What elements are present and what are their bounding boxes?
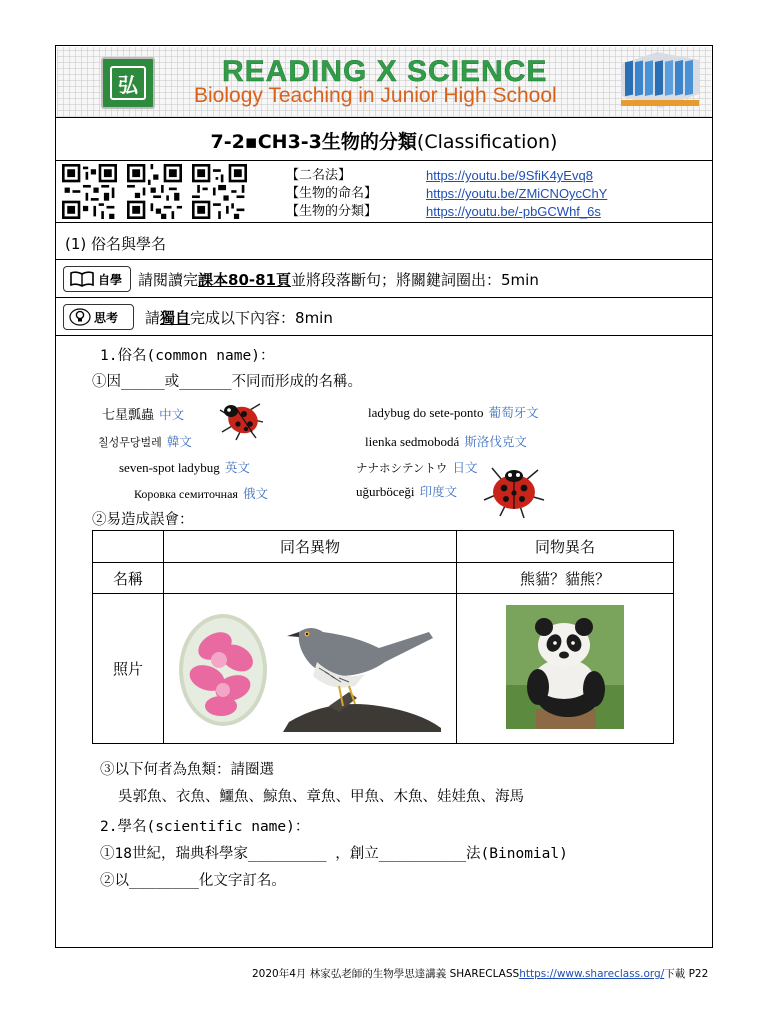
open-book-icon — [69, 271, 95, 287]
name-row — [356, 481, 457, 500]
table-cell-photo-panda — [457, 594, 674, 744]
name-row — [98, 431, 192, 450]
video-link-naming[interactable]: https://youtu.be/ZMiCNOycChY — [426, 186, 608, 201]
video-link-binomial[interactable]: https://youtu.be/9SfiK4yEvq8 — [426, 168, 593, 183]
brand-subtitle: Biology Teaching in Junior High School — [194, 84, 557, 107]
section-heading: (1) 俗名與學名 — [65, 235, 167, 253]
language-label: 日文 — [452, 460, 478, 475]
qr-code-naming[interactable] — [127, 164, 182, 219]
self-study-badge — [63, 266, 131, 292]
azalea-cuckoo-image — [179, 602, 441, 732]
common-name: 七星瓢蟲 — [102, 407, 155, 422]
logo — [101, 57, 155, 109]
footer-page: 下載 P22 — [664, 968, 709, 980]
table-cell-photo-azalea-cuckoo — [164, 594, 457, 744]
common-name: Коровка семиточная — [134, 487, 238, 501]
logo-mark: 弘 — [110, 66, 146, 100]
divider — [55, 335, 713, 336]
think-instruction — [145, 307, 333, 328]
title-latin: (Classification) — [416, 131, 558, 153]
footer-link[interactable]: https://www.shareclass.org/ — [519, 968, 665, 980]
title-main: 7-2▪CH3-3生物的分類 — [210, 131, 417, 153]
common-name: ladybug do sete-ponto — [368, 405, 484, 420]
ladybug-image — [478, 460, 548, 520]
video-label-classification: 【生物的分類】 — [286, 204, 378, 219]
brand-title: READING X SCIENCE — [222, 55, 548, 88]
divider — [55, 117, 713, 118]
qr-code-binomial[interactable] — [62, 164, 117, 219]
q2-item1: ①18世紀，瑞典科學家_________ ，創立__________法(Binomial) — [100, 846, 568, 862]
qr-code-classification[interactable] — [192, 164, 247, 219]
language-label: 斯洛伐克文 — [464, 434, 527, 449]
lightbulb-icon — [69, 308, 91, 326]
self-study-instruction — [138, 269, 539, 290]
divider — [55, 297, 713, 298]
think-badge — [63, 304, 134, 330]
books-icon — [617, 50, 703, 112]
table-row-label-name: 名稱 — [93, 563, 164, 594]
language-label: 俄文 — [243, 486, 269, 501]
common-name: lienka sedmobodá — [365, 434, 460, 449]
q1-item3-prompt: ③以下何者為魚類：請圈選 — [100, 762, 274, 778]
video-link-classification[interactable]: https://youtu.be/-pbGCWhf_6s — [426, 204, 601, 219]
table-cell-panda-names: 熊貓？貓熊？ — [457, 563, 674, 594]
name-row — [134, 483, 268, 502]
language-label: 葡萄牙文 — [488, 405, 539, 420]
self-study-text-after: 並將段落斷句；將關鍵詞圈出：5min — [291, 271, 539, 289]
fish-options[interactable]: 吳郭魚、衣魚、鱷魚、鯨魚、章魚、甲魚、木魚、娃娃魚、海馬 — [118, 789, 524, 805]
name-row — [119, 457, 250, 476]
footer — [252, 966, 708, 981]
footer-text: 2020年4月 林家弘老師的生物學思達講義 SHARECLASS — [252, 968, 520, 980]
table-row-label-photo: 照片 — [93, 594, 164, 744]
page-title — [55, 127, 713, 154]
language-label: 中文 — [159, 407, 185, 422]
ladybug-image — [216, 396, 266, 442]
table-header-same-name: 同名異物 — [164, 531, 457, 563]
name-row — [356, 457, 478, 476]
name-row — [102, 404, 184, 423]
common-name: uğurböceği — [356, 484, 415, 499]
table-header-empty — [93, 531, 164, 563]
divider — [55, 222, 713, 223]
think-text: 請 — [145, 309, 161, 327]
self-study-text: 請閱讀完 — [138, 271, 199, 289]
divider — [55, 259, 713, 260]
video-label-naming: 【生物的命名】 — [286, 186, 378, 201]
q1-item2: ②易造成誤會： — [92, 512, 194, 528]
video-label-binomial: 【二名法】 — [286, 168, 352, 183]
language-label: 印度文 — [419, 484, 458, 499]
table-cell-name-blank — [164, 563, 457, 594]
think-underlined: 獨自 — [160, 309, 191, 327]
think-text-after: 完成以下內容：8min — [190, 309, 333, 327]
name-row — [365, 431, 527, 450]
common-name: seven-spot ladybug — [119, 460, 220, 475]
language-label: 英文 — [224, 460, 250, 475]
think-badge-label: 思考 — [94, 310, 119, 325]
q1-heading: 1.俗名(common name)： — [100, 348, 275, 364]
comparison-table — [92, 530, 674, 744]
q2-heading: 2.學名(scientific name)： — [100, 819, 310, 835]
self-study-badge-label: 自學 — [98, 272, 123, 287]
common-name: ナナホシテントウ — [356, 463, 448, 475]
language-label: 韓文 — [166, 434, 192, 449]
divider — [55, 160, 713, 161]
table-header-same-thing: 同物異名 — [457, 531, 674, 563]
common-name: 칠성무당벌레 — [98, 437, 162, 449]
name-row — [368, 402, 539, 421]
self-study-pages: 課本80-81頁 — [198, 271, 291, 289]
panda-image — [506, 605, 624, 729]
q1-item1: ①因_____或______不同而形成的名稱。 — [92, 374, 363, 390]
q2-item2: ②以________化文字訂名。 — [100, 873, 286, 889]
